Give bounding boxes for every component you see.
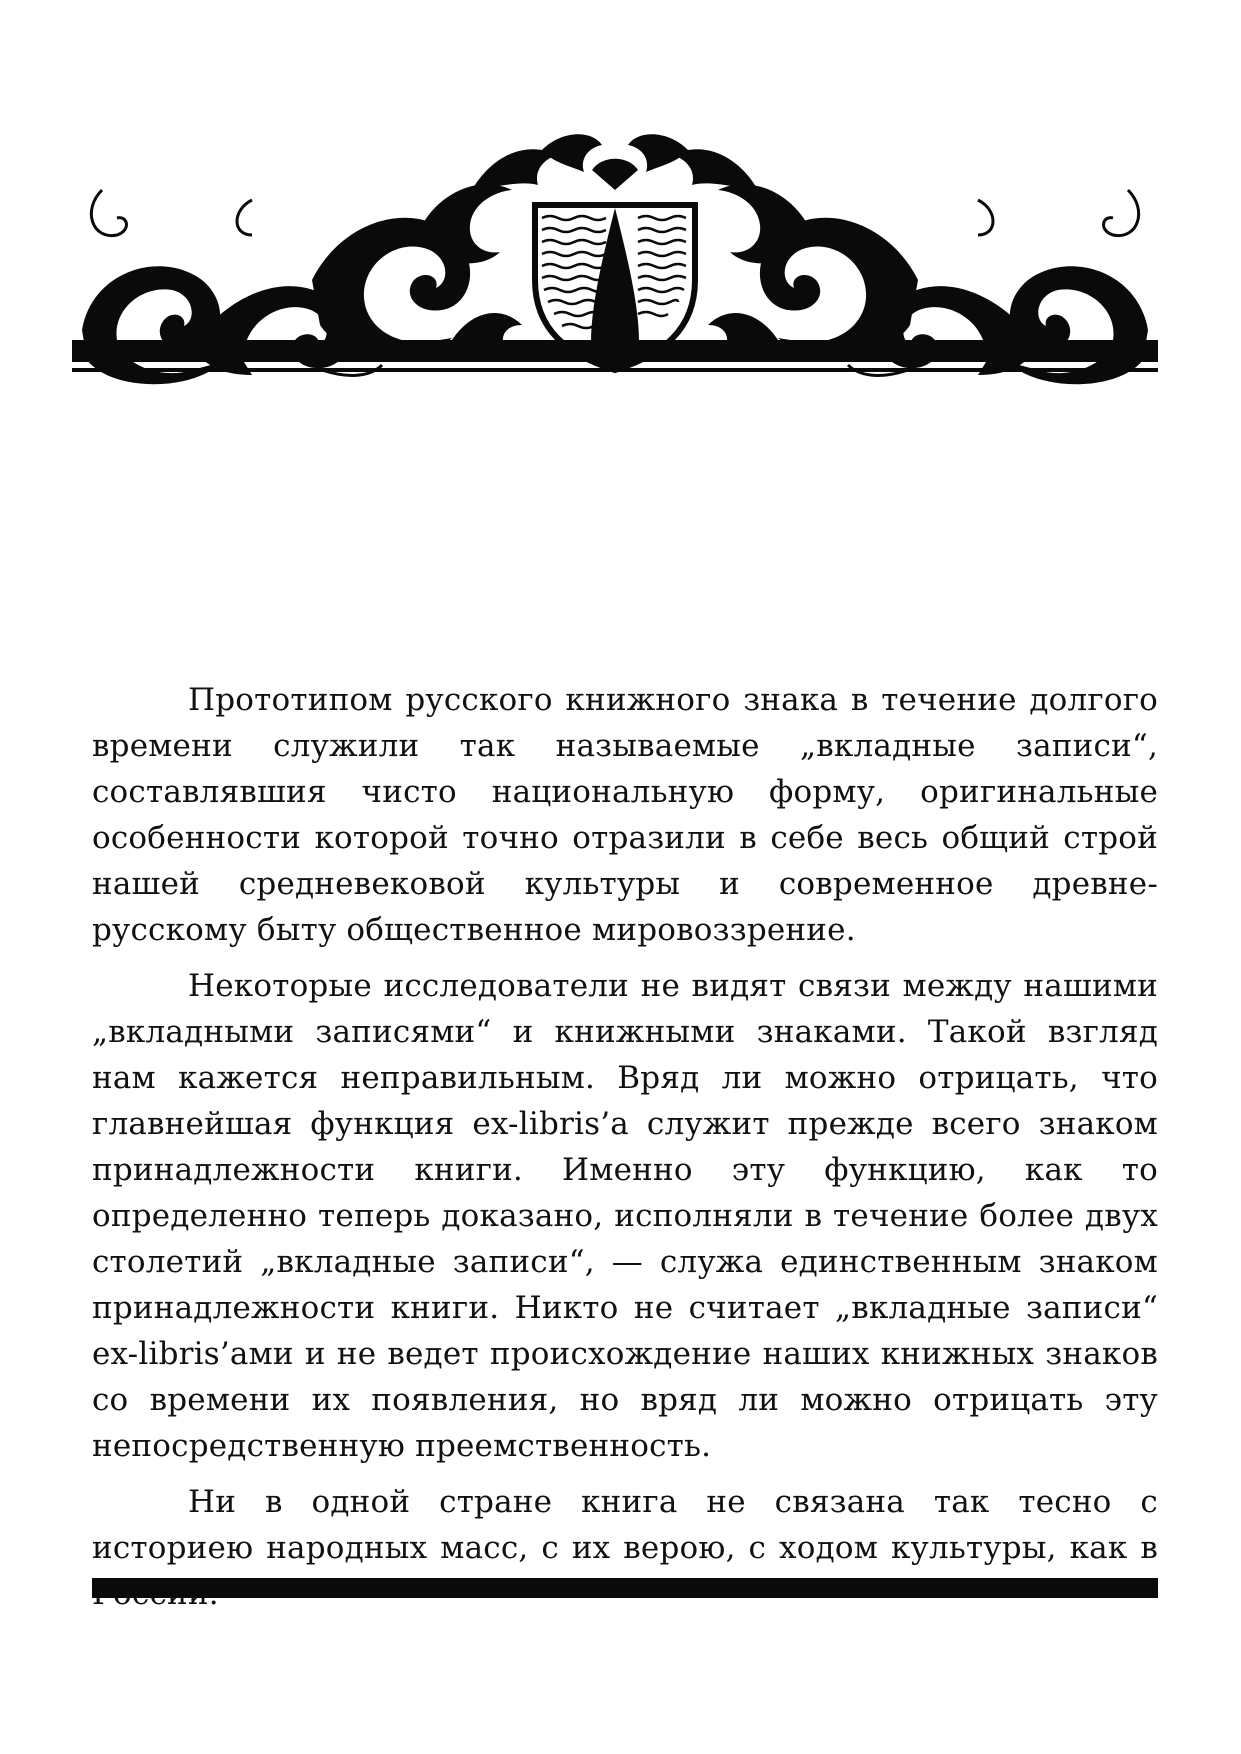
paragraph-3: Ни в одной стране книга не связана так тесно с историею народных масс, с их верою, с ходом культуры, как в xyxy=(92,1484,1158,1566)
body-text xyxy=(92,677,1158,1617)
paragraph-2: Некоторые исследователи не видят связи между нашими „вкладными записями“ и книжными знаками. Такой взгляд нам кажется неправильным. Вряд ли можно отрицать, что главнейшая функция ex-libris’а служит прежде всего знаком принадлежности книги. Именно эту функцию, как то определенно теперь доказано, исполняли в течение более двух столетий „вкладные записи“, — служа единственным знаком принадлежности книги. Никто не считает „вкладные записи“ ex-libris’ами и не ведет происхождение наших книжных знаков со времени их появления, но вряд ли можно отрицать эту непосредственную преемственность. xyxy=(92,968,1158,1464)
ornamental-headpiece-icon xyxy=(72,130,1158,420)
ornamental-headpiece xyxy=(72,130,1158,420)
paragraph-1: Прототипом русского книжного знака в течение долгого времени служили так называемые „вкладные записи“, составлявшия чисто национальную форму, оригинальные особенности которой точно отразили в себе весь общий строй нашей средневековой культуры и современное древне-русскому быту общественное мировоззрение. xyxy=(92,682,1158,948)
bottom-rule xyxy=(92,1578,1158,1598)
